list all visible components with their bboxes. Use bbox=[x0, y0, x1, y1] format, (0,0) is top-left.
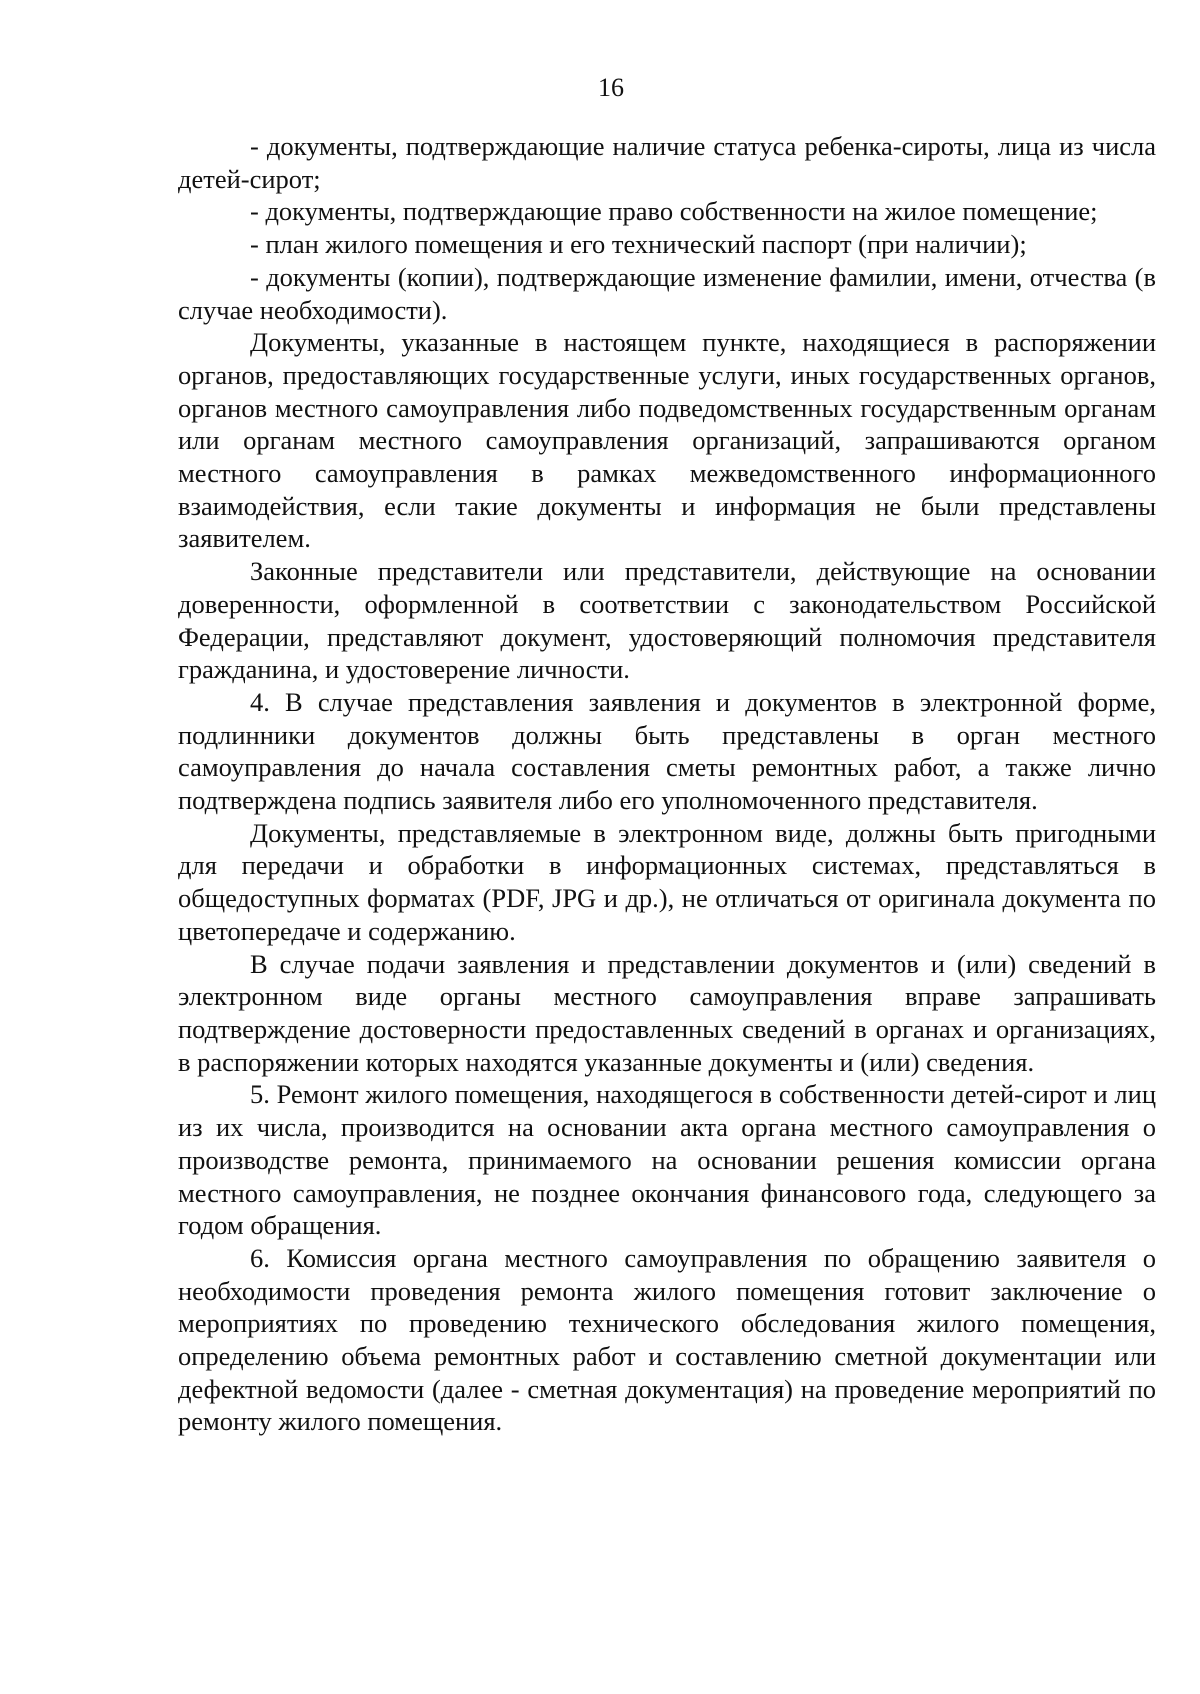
paragraph-legal-representatives: Законные представители или представители, действующие на основании доверенности, оформленной в соответствии с законодательством Российской Федерации, представляют документ, удостоверяющий полномочия представителя гражданина, и удостоверение личности. bbox=[178, 556, 1156, 685]
paragraph-item-5-repair-basis: 5. Ремонт жилого помещения, находящегося в собственности детей-сирот и лиц из их числа, производится на основании акта органа местного самоуправления о производстве ремонта, принимаемого на основании решения комиссии органа местного самоуправления, не позднее окончания финансового года, следующего за годом обращения. bbox=[178, 1079, 1156, 1241]
paragraph-interagency-requests: Документы, указанные в настоящем пункте, находящиеся в распоряжении органов, предоставляющих государственные услуги, иных государственных органов, органов местного самоуправления либо подведомственных государственным органам или органам местного самоуправления организаций, запрашиваются органом местного самоуправления в рамках межведомственного информационного взаимодействия, если такие документы и информация не были представлены заявителем. bbox=[178, 327, 1156, 554]
paragraph-item-6-commission-conclusion: 6. Комиссия органа местного самоуправления по обращению заявителя о необходимости проведения ремонта жилого помещения готовит заключение о мероприятиях по проведению технического обследования жилого помещения, определению объема ремонтных работ и составлению сметной документации или дефектной ведомости (далее - сметная документация) на проведение мероприятий по ремонту жилого помещения. bbox=[178, 1242, 1156, 1437]
paragraph-item-4-electronic-form: 4. В случае представления заявления и документов в электронной форме, подлинники документов должны быть представлены в орган местного самоуправления до начала составления сметы ремонтных работ, а также лично подтверждена подпись заявителя либо его уполномоченного представителя. bbox=[178, 686, 1156, 816]
paragraph-orphan-status-documents: - документы, подтверждающие наличие статуса ребенка-сироты, лица из числа детей-сирот; bbox=[178, 131, 1156, 194]
paragraph-ownership-documents: - документы, подтверждающие право собственности на жилое помещение; bbox=[250, 196, 1098, 227]
paragraph-name-change-documents: - документы (копии), подтверждающие изменение фамилии, имени, отчества (в случае необходимости). bbox=[178, 261, 1156, 325]
page-number: 16 bbox=[598, 73, 624, 102]
paragraph-housing-plan: - план жилого помещения и его технический паспорт (при наличии); bbox=[250, 229, 1027, 260]
paragraph-verification-requests: В случае подачи заявления и представлении документов и (или) сведений в электронном виде органы местного самоуправления вправе запрашивать подтверждение достоверности предоставленных сведений в органах и организациях, в распоряжении которых находятся указанные документы и (или) сведения. bbox=[178, 948, 1156, 1077]
document-body bbox=[178, 130, 1156, 1438]
paragraph-electronic-formats: Документы, представляемые в электронном виде, должны быть пригодными для передачи и обработки в информационных системах, представляться в общедоступных форматах (PDF, JPG и др.), не отличаться от оригинала документа по цветопередаче и содержанию. bbox=[178, 817, 1156, 946]
